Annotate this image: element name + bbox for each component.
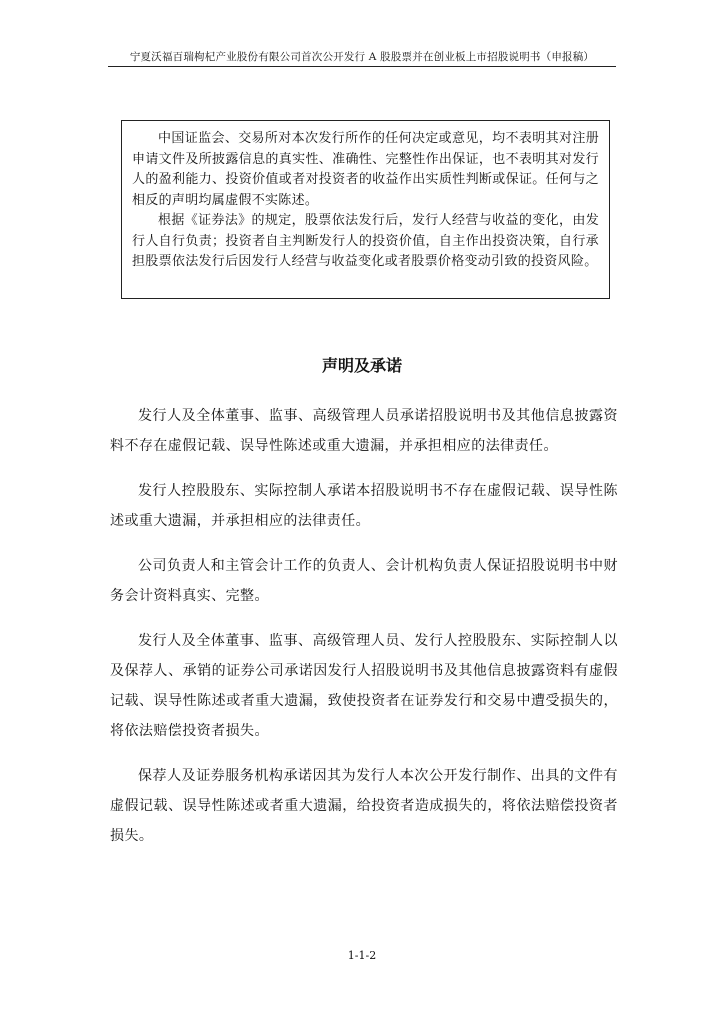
page-number: 1-1-2	[347, 949, 377, 962]
body-paragraph: 发行人及全体董事、监事、高级管理人员承诺招股说明书及其他信息披露资料不存在虚假记载、误导性陈述或重大遗漏，并承担相应的法律责任。	[110, 408, 618, 454]
section-title: 声明及承诺	[321, 356, 402, 375]
declaration-body	[110, 401, 618, 866]
body-paragraph: 保荐人及证券服务机构承诺因其为发行人本次公开发行制作、出具的文件有虚假记载、误导性陈述或者重大遗漏，给投资者造成损失的，将依法赔偿投资者损失。	[110, 768, 618, 844]
body-paragraph: 发行人及全体董事、监事、高级管理人员、发行人控股股东、实际控制人以及保荐人、承销的证券公司承诺因发行人招股说明书及其他信息披露资料有虚假记载、误导性陈述或者重大遗漏，致使投资者在证券发行和交易中遭受损失的，将依法赔偿投资者损失。	[110, 633, 618, 739]
regulatory-notice-box	[121, 120, 610, 299]
header-divider	[108, 66, 616, 67]
body-paragraph: 发行人控股股东、实际控制人承诺本招股说明书不存在虚假记载、误导性陈述或重大遗漏，并承担相应的法律责任。	[110, 483, 618, 529]
notice-paragraph: 根据《证券法》的规定，股票依法发行后，发行人经营与收益的变化，由发行人自行负责；投资者自主判断发行人的投资价值，自主作出投资决策，自行承担股票依法发行后因发行人经营与收益变化或者股票价格变动引致的投资风险。	[132, 213, 599, 269]
running-header: 宁夏沃福百瑞枸杞产业股份有限公司首次公开发行 A 股股票并在创业板上市招股说明书（申报稿）	[129, 51, 595, 63]
body-paragraph: 公司负责人和主管会计工作的负责人、会计机构负责人保证招股说明书中财务会计资料真实、完整。	[110, 558, 618, 604]
notice-paragraph: 中国证监会、交易所对本次发行所作的任何决定或意见，均不表明其对注册申请文件及所披露信息的真实性、准确性、完整性作出保证，也不表明其对发行人的盈利能力、投资价值或者对投资者的收益作出实质性判断或保证。任何与之相反的声明均属虚假不实陈述。	[132, 131, 599, 208]
